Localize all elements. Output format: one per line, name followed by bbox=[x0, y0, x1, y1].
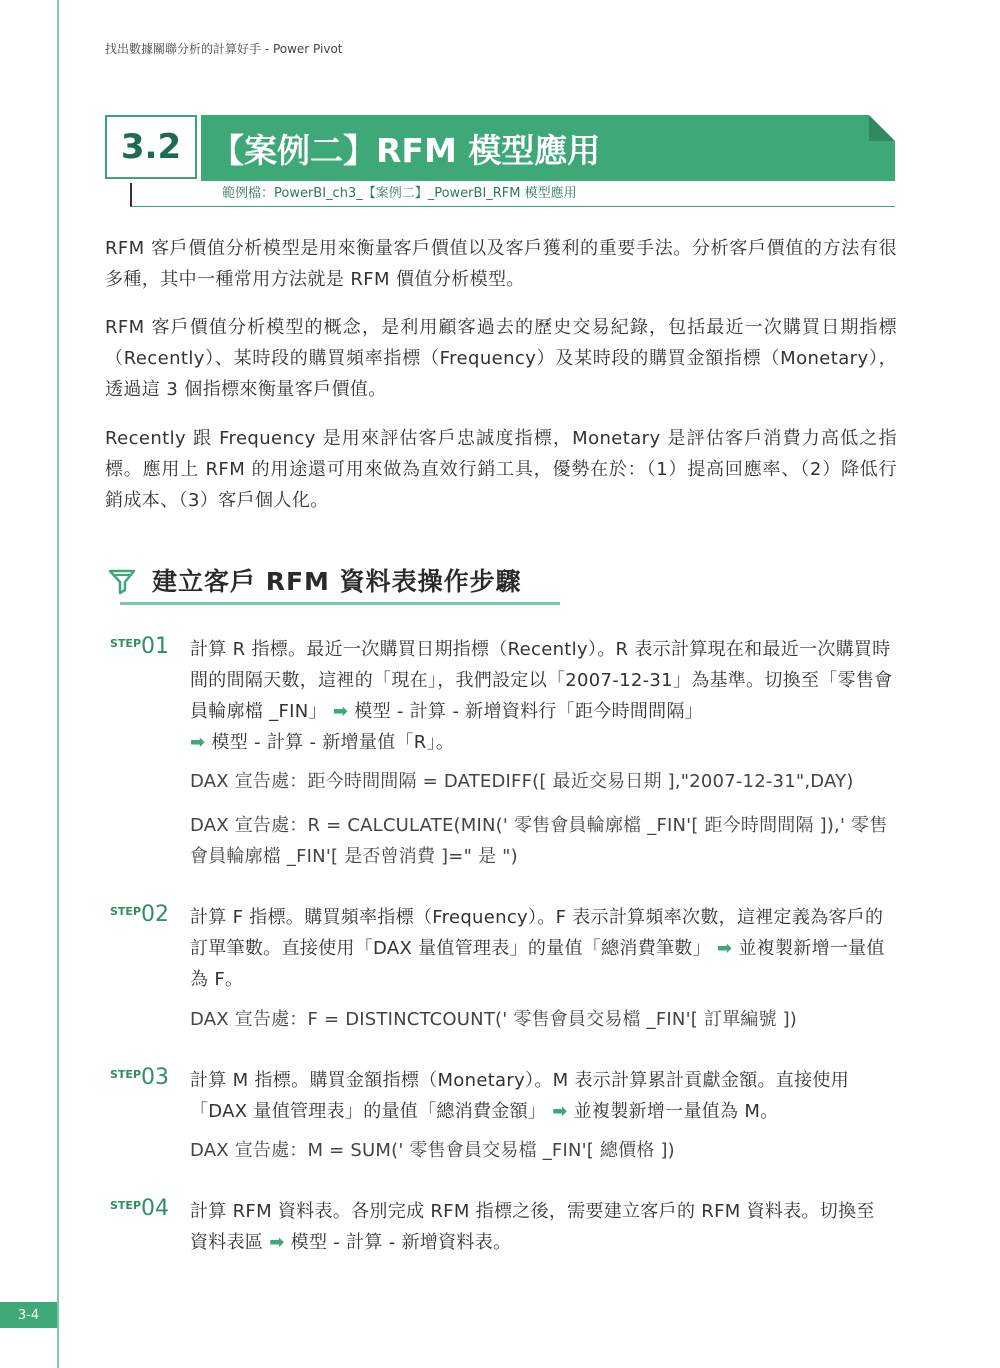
step-03 bbox=[110, 1065, 900, 1175]
dax-code: DAX 宣告處：M = SUM(' 零售會員交易檔 _FIN'[ 總價格 ]) bbox=[190, 1140, 675, 1161]
dax-code: DAX 宣告處：距今時間間隔 = DATEDIFF([ 最近交易日期 ],"2007-12-31",DAY) bbox=[190, 771, 854, 792]
dax-code: DAX 宣告處：R = CALCULATE(MIN(' 零售會員輪廓檔 _FIN'[ 距今時間間隔 ]),' 零售會員輪廓檔 _FIN'[ 是否曾消費 ]=" 是 ") bbox=[190, 815, 888, 867]
step-text: 計算 RFM 資料表。各別完成 RFM 指標之後，需要建立客戶的 RFM 資料表。切換至 資料表區 ➡ 模型 - 計算 - 新增資料表。 bbox=[190, 1201, 875, 1253]
step-text: 計算 R 指標。最近一次購買日期指標（Recently）。R 表示計算現在和最近一次購買時間的間隔天數，這裡的「現在」，我們設定以「2007-12-31」為基準。切換至「零售會員輪廓檔 _FIN」 ➡ 模型 - 計算 - 新增資料行「距今時間間隔」 ➡ 模型 - 計算 - 新增量值「R」。 bbox=[190, 639, 893, 753]
subheading-underline bbox=[120, 602, 560, 605]
funnel-icon bbox=[108, 566, 138, 596]
subheading-text: 建立客戶 RFM 資料表操作步驟 bbox=[152, 567, 522, 596]
step-label: $^{STEP}$02 bbox=[110, 902, 170, 927]
step-label: $^{STEP}$04 bbox=[110, 1196, 170, 1221]
page-fold-corner bbox=[869, 115, 895, 141]
arrow-right-icon: ➡ bbox=[332, 701, 349, 722]
step-label: $^{STEP}$01 bbox=[110, 634, 170, 659]
arrow-right-icon: ➡ bbox=[269, 1232, 285, 1253]
step-01 bbox=[110, 634, 900, 874]
paragraph-usage: Recently 跟 Frequency 是用來評估客戶忠誠度指標，Monetary 是評估客戶消費力高低之指標。應用上 RFM 的用途還可用來做為直效行銷工具，優勢在於：（1）提高回應率、（2）降低行銷成本、（3）客戶個人化。 bbox=[105, 428, 897, 511]
running-header: 找出數據關聯分析的計算好手 - Power Pivot bbox=[105, 42, 343, 56]
page-number: 3-4 bbox=[0, 1302, 57, 1328]
dax-code: DAX 宣告處：F = DISTINCTCOUNT(' 零售會員交易檔 _FIN'[ 訂單編號 ]) bbox=[190, 1009, 798, 1030]
arrow-right-icon: ➡ bbox=[552, 1101, 568, 1122]
arrow-right-icon: ➡ bbox=[716, 938, 733, 959]
step-label: $^{STEP}$03 bbox=[110, 1065, 170, 1090]
paragraph-intro: RFM 客戶價值分析模型是用來衡量客戶價值以及客戶獲利的重要手法。分析客戶價值的方法有很多種，其中一種常用方法就是 RFM 價值分析模型。 bbox=[105, 238, 897, 290]
left-margin-rule bbox=[57, 0, 59, 1368]
step-text: 計算 F 指標。購買頻率指標（Frequency）。F 表示計算頻率次數，這裡定義為客戶的訂單筆數。直接使用「DAX 量值管理表」的量值「總消費筆數」 ➡ 並複製新增一量值為 F。 bbox=[190, 907, 885, 990]
section-title-bar bbox=[201, 115, 895, 181]
section-number: 3.2 bbox=[105, 115, 197, 179]
subheading bbox=[108, 562, 560, 606]
sample-file-label: 範例檔：PowerBI_ch3_【案例二】_PowerBI_RFM 模型應用 bbox=[130, 183, 895, 207]
paragraph-concept: RFM 客戶價值分析模型的概念，是利用顧客過去的歷史交易紀錄，包括最近一次購買日期指標（Recently）、某時段的購買頻率指標（Frequency）及某時段的購買金額指標（Monetary），透過這 3 個指標來衡量客戶價值。 bbox=[105, 317, 897, 400]
step-04 bbox=[110, 1196, 900, 1266]
section-title-text: 【案例二】RFM 模型應用 bbox=[211, 130, 601, 170]
arrow-right-icon: ➡ bbox=[190, 732, 206, 753]
step-02 bbox=[110, 902, 900, 1042]
section-title bbox=[105, 115, 895, 181]
step-text: 計算 M 指標。購買金額指標（Monetary）。M 表示計算累計貢獻金額。直接使用 「DAX 量值管理表」的量值「總消費金額」 ➡ 並複製新增一量值為 M。 bbox=[190, 1070, 849, 1122]
